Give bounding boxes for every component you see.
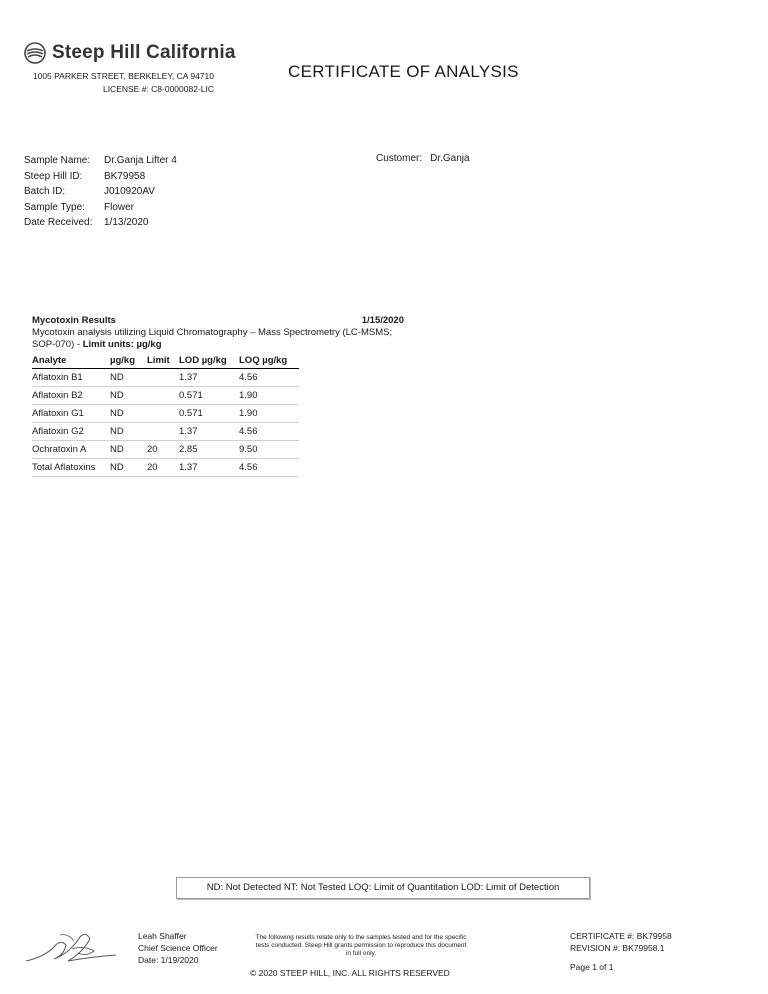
signer-title: Chief Science Officer xyxy=(138,943,218,953)
table-cell: 20 xyxy=(147,441,179,459)
signer-date: Date: 1/19/2020 xyxy=(138,955,199,965)
signature-icon xyxy=(24,927,124,967)
table-row xyxy=(32,369,299,387)
customer-info xyxy=(376,153,470,164)
table-cell: Aflatoxin G1 xyxy=(32,405,110,423)
table-cell: 0.571 xyxy=(179,405,239,423)
table-cell xyxy=(147,405,179,423)
customer-value: Dr.Ganja xyxy=(430,153,470,164)
sample-info-row xyxy=(24,184,177,200)
table-cell: Ochratoxin A xyxy=(32,441,110,459)
column-header: LOD µg/kg xyxy=(179,353,239,369)
table-cell: 4.56 xyxy=(239,369,299,387)
company-logo xyxy=(24,42,236,64)
table-cell: 1.37 xyxy=(179,369,239,387)
page-number: Page 1 of 1 xyxy=(570,962,614,972)
mycotoxin-header xyxy=(32,315,404,326)
mycotoxin-section xyxy=(32,315,404,477)
column-header: µg/kg xyxy=(110,353,147,369)
table-cell: 20 xyxy=(147,459,179,477)
table-cell: 4.56 xyxy=(239,459,299,477)
customer-label: Customer: xyxy=(376,153,423,164)
license-line: LICENSE #: C8-0000082-LIC xyxy=(102,84,214,94)
signature-image xyxy=(24,927,124,972)
steep-hill-logo-icon xyxy=(24,42,46,64)
table-cell: ND xyxy=(110,423,147,441)
mycotoxin-table xyxy=(32,353,299,477)
field-label: Sample Type: xyxy=(24,201,85,213)
table-row xyxy=(32,423,299,441)
table-cell: 4.56 xyxy=(239,423,299,441)
table-cell: 0.571 xyxy=(179,387,239,405)
certificate-number: CERTIFICATE #: BK79958 xyxy=(570,931,672,941)
field-value: BK79958 xyxy=(104,170,146,182)
table-cell: 1.90 xyxy=(239,387,299,405)
copyright-notice: © 2020 STEEP HILL, INC. ALL RIGHTS RESERVED xyxy=(250,968,450,978)
field-value: J010920AV xyxy=(104,186,155,197)
table-cell: 1.37 xyxy=(179,423,239,441)
table-row xyxy=(32,441,299,459)
address-line: 1005 PARKER STREET, BERKELEY, CA 94710 xyxy=(32,71,214,81)
column-header: Analyte xyxy=(32,353,110,369)
table-cell: Aflatoxin G2 xyxy=(32,423,110,441)
table-row xyxy=(32,387,299,405)
table-cell: Total Aflatoxins xyxy=(32,459,110,477)
field-value: Dr.Ganja Lifter 4 xyxy=(104,155,177,166)
revision-number: REVISION #: BK79958.1 xyxy=(570,943,665,953)
abbreviation-legend: ND: Not Detected NT: Not Tested LOQ: Limit of Quantitation LOD: Limit of Detection xyxy=(176,877,590,899)
sample-info xyxy=(24,153,177,231)
table-header-row xyxy=(32,353,299,369)
limit-units: Limit units: µg/kg xyxy=(82,339,162,350)
table-cell: ND xyxy=(110,369,147,387)
certificate-numbers xyxy=(570,930,672,954)
signer-block xyxy=(138,930,218,966)
table-row xyxy=(32,405,299,423)
field-label: Date Received: xyxy=(24,217,93,228)
sample-info-row xyxy=(24,153,177,169)
table-cell: Aflatoxin B2 xyxy=(32,387,110,405)
analysis-date: 1/15/2020 xyxy=(361,315,404,326)
field-label: Steep Hill ID: xyxy=(24,170,83,182)
table-cell: 2.85 xyxy=(179,441,239,459)
field-value: 1/13/2020 xyxy=(104,217,149,228)
table-cell: 1.90 xyxy=(239,405,299,423)
table-cell xyxy=(147,423,179,441)
section-description xyxy=(32,327,404,351)
table-cell: ND xyxy=(110,405,147,423)
lab-address xyxy=(24,70,214,96)
signer-name: Leah Shaffer xyxy=(138,931,187,941)
table-cell xyxy=(147,387,179,405)
sample-info-row xyxy=(24,200,177,216)
logo-text: Steep Hill California xyxy=(52,42,236,63)
section-title: Mycotoxin Results xyxy=(32,315,116,326)
table-cell: Aflatoxin B1 xyxy=(32,369,110,387)
document-title: CERTIFICATE OF ANALYSIS xyxy=(288,62,519,81)
table-cell: 1.37 xyxy=(179,459,239,477)
table-cell: ND xyxy=(110,459,147,477)
table-cell: ND xyxy=(110,387,147,405)
field-label: Batch ID: xyxy=(24,186,66,197)
method-text: Mycotoxin analysis utilizing Liquid Chromatography – Mass Spectrometry (LC-MSMS; SOP-070) - xyxy=(32,327,393,350)
field-value: Flower xyxy=(104,201,135,213)
column-header: LOQ µg/kg xyxy=(239,353,299,369)
sample-info-row xyxy=(24,169,177,185)
table-cell: 9.50 xyxy=(239,441,299,459)
field-label: Sample Name: xyxy=(24,155,91,166)
disclaimer-text: The following results relate only to the samples tested and for the specific tests conducted. Steep Hill grants permission to reproduce this document in full only. xyxy=(255,934,467,957)
column-header: Limit xyxy=(147,353,179,369)
table-cell xyxy=(147,369,179,387)
table-cell: ND xyxy=(110,441,147,459)
table-row xyxy=(32,459,299,477)
sample-info-row xyxy=(24,215,177,231)
